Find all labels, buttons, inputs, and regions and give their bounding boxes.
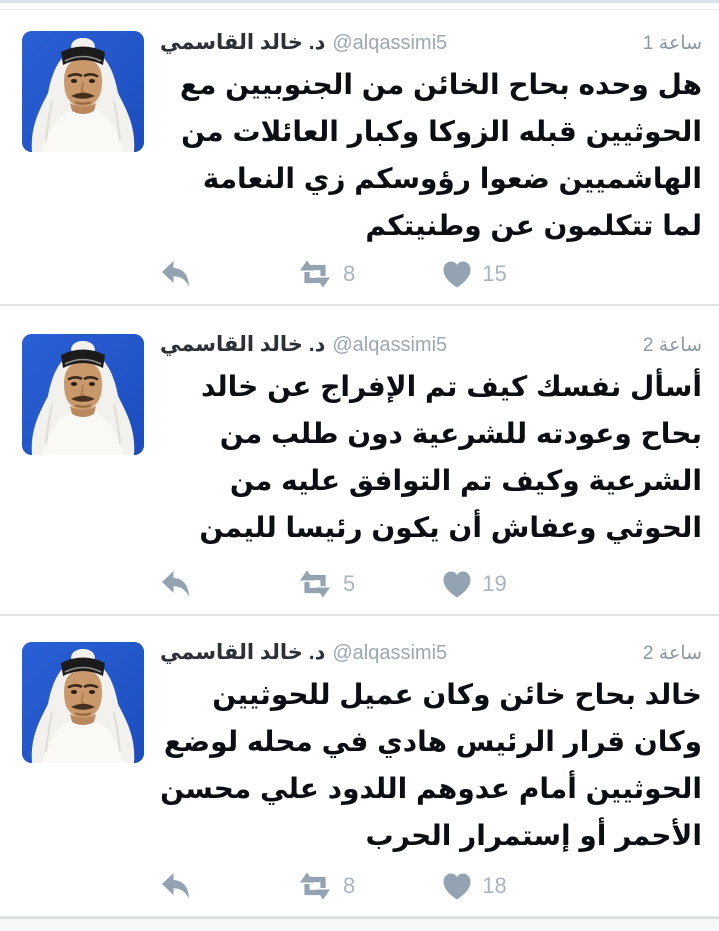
like-count: 19	[482, 571, 507, 596]
timestamp: 1 ساعة	[642, 33, 702, 54]
retweet-icon	[296, 259, 334, 289]
tweet-actions	[160, 568, 507, 600]
retweet-count: 5	[343, 571, 356, 596]
user-handle[interactable]: @alqassimi5	[332, 642, 448, 664]
tweet[interactable]	[0, 10, 719, 306]
tweet[interactable]	[0, 306, 719, 616]
user-handle[interactable]: @alqassimi5	[332, 334, 448, 356]
timestamp: 2 ساعة	[642, 335, 702, 356]
like-button[interactable]	[441, 872, 506, 901]
like-count: 18	[482, 873, 507, 898]
heart-icon	[441, 872, 473, 901]
tweet-actions	[160, 258, 507, 290]
retweet-icon	[296, 871, 334, 901]
display-name[interactable]: د. خالد القاسمي	[160, 333, 326, 356]
profile-photo-icon	[22, 642, 144, 763]
tweet-timeline	[0, 10, 719, 918]
like-count: 15	[482, 261, 507, 286]
heart-icon	[441, 570, 473, 599]
avatar[interactable]	[22, 334, 144, 455]
retweet-button[interactable]	[296, 569, 355, 599]
reply-button[interactable]	[160, 260, 191, 288]
reply-arrow-icon	[160, 872, 191, 900]
reply-button[interactable]	[160, 570, 191, 598]
tweet-header	[160, 332, 702, 357]
retweet-count: 8	[343, 873, 356, 898]
tweet-actions	[160, 870, 507, 902]
tweet-text: خالد بحاح خائن وكان عميل للحوثيين وكان قرار الرئيس هادي في محله لوضع الحوثيين أمام عدوهم اللدود علي محسن الأحمر أو إستمرار الحرب	[160, 679, 702, 851]
reply-arrow-icon	[160, 570, 191, 598]
tweet-header	[160, 640, 702, 665]
reply-button[interactable]	[160, 872, 191, 900]
display-name[interactable]: د. خالد القاسمي	[160, 31, 326, 54]
like-button[interactable]	[441, 570, 506, 599]
status-bar-edge	[0, 0, 719, 10]
profile-photo-icon	[22, 334, 144, 455]
profile-photo-icon	[22, 31, 144, 152]
tweet-header	[160, 30, 702, 55]
tweet-text: أسأل نفسك كيف تم الإفراج عن خالد بحاح وعودته للشرعية دون طلب من الشرعية وكيف تم التوافق عليه من الحوثي وعفاش أن يكون رئيسا لليمن	[199, 371, 702, 543]
retweet-icon	[296, 569, 334, 599]
avatar[interactable]	[22, 31, 144, 152]
avatar[interactable]	[22, 642, 144, 763]
heart-icon	[441, 260, 473, 289]
display-name[interactable]: د. خالد القاسمي	[160, 641, 326, 664]
tweet-text: هل وحده بحاح الخائن من الجنوبيين مع الحوثيين قبله الزوكا وكبار العائلات من الهاشميين ضعوا رؤوسكم زي النعامة لما تتكلمون عن وطنيتكم	[179, 69, 702, 241]
next-tweet-edge	[0, 918, 719, 931]
retweet-button[interactable]	[296, 259, 355, 289]
like-button[interactable]	[441, 260, 506, 289]
retweet-count: 8	[343, 261, 356, 286]
tweet[interactable]	[0, 616, 719, 918]
retweet-button[interactable]	[296, 871, 355, 901]
reply-arrow-icon	[160, 260, 191, 288]
user-handle[interactable]: @alqassimi5	[332, 32, 448, 54]
timestamp: 2 ساعة	[642, 643, 702, 664]
